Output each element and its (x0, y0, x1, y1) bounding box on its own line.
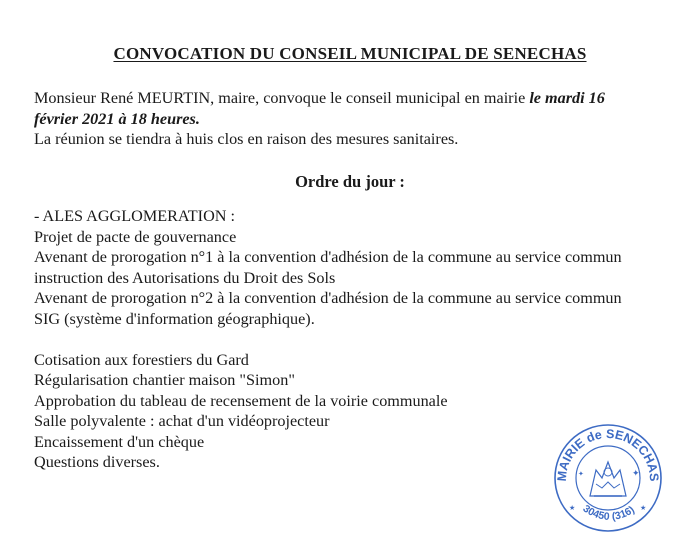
ales-heading: - ALES AGGLOMERATION : (34, 207, 235, 225)
stamp-bottom-text: 30450 (316) (580, 502, 637, 523)
stamp-inner-ring (576, 446, 640, 510)
agenda-item: instruction des Autorisations du Droit des Sols (34, 268, 336, 287)
agenda-item: Régularisation chantier maison "Simon" (34, 371, 295, 389)
huis-clos-notice: La réunion se tiendra à huis clos en raison des mesures sanitaires. (34, 130, 459, 148)
agenda-item: SIG (système d'information géographique). (34, 309, 315, 328)
meeting-date-part2: février 2021 à 18 heures. (34, 109, 200, 128)
meeting-date-part1: le mardi 16 (529, 89, 605, 107)
star-icon: ★ (569, 504, 576, 512)
agenda-item: Questions diverses. (34, 453, 160, 471)
mairie-stamp (552, 418, 664, 538)
document-title: CONVOCATION DU CONSEIL MUNICIPAL DE SENECHAS (113, 44, 587, 63)
agenda-item: Projet de pacte de gouvernance (34, 227, 237, 246)
agenda-item: Encaissement d'un chèque (34, 432, 205, 451)
svg-text:✦: ✦ (578, 470, 584, 478)
spacer (34, 329, 674, 350)
agenda-item: Avenant de prorogation n°2 à la convention d'adhésion de la commune au service commun (34, 289, 622, 307)
agenda-item: Salle polyvalente : achat d'un vidéoprojecteur (34, 412, 330, 430)
agenda-heading: Ordre du jour : (295, 172, 405, 191)
intro-text: Monsieur René MEURTIN, maire, convoque le conseil municipal en mairie (34, 89, 530, 107)
agenda-item: Approbation du tableau de recensement de la voirie communale (34, 391, 448, 410)
agenda-item: Avenant de prorogation n°1 à la convention d'adhésion de la commune au service commun (34, 248, 622, 266)
intro-paragraph (34, 88, 674, 150)
agenda-item: Cotisation aux forestiers du Gard (34, 350, 249, 369)
star-icon: ★ (640, 504, 647, 512)
stamp-top-text: MAIRIE de SENECHAS (554, 426, 662, 482)
svg-text:✦: ✦ (632, 469, 640, 479)
stamp-emblem (578, 462, 640, 496)
